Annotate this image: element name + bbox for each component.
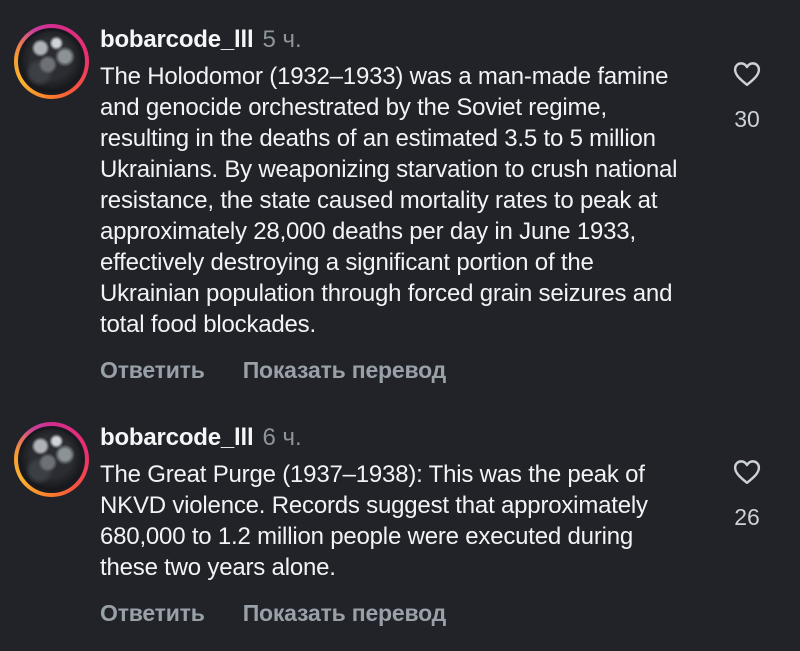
comment-meta [100, 26, 710, 54]
avatar-column [14, 24, 100, 99]
comment-meta [100, 424, 710, 452]
comment-content [100, 422, 710, 627]
comment-text: The Holodomor (1932–1933) was a man-made famine and genocide orchestrated by the Soviet regime, resulting in the deaths of an estimated 3.5 to 5 million Ukrainians. By weaponizing starvation to crush national resistance, the state caused mortality rates to peak at approximately 28,000 deaths per day in June 1933, effectively destroying a significant portion of the Ukrainian population through forced grain seizures and total food blockades. [100, 63, 678, 338]
heart-outline-icon [729, 57, 765, 91]
username[interactable]: bobarcode_lll [100, 26, 254, 53]
reply-button[interactable]: Ответить [100, 357, 205, 383]
avatar-column [14, 422, 100, 497]
show-translation-button[interactable]: Показать перевод [242, 600, 447, 626]
like-button[interactable] [729, 57, 765, 91]
story-ring[interactable] [14, 422, 89, 497]
like-column [710, 422, 784, 531]
comment-content [100, 24, 710, 384]
avatar[interactable] [18, 426, 85, 493]
avatar[interactable] [18, 28, 85, 95]
like-count: 26 [734, 504, 760, 530]
timestamp: 6 ч. [262, 424, 302, 451]
story-ring[interactable] [14, 24, 89, 99]
comment-actions [100, 357, 710, 384]
like-count: 30 [734, 106, 760, 132]
comment-text: The Great Purge (1937–1938): This was the peak of NKVD violence. Records suggest that approximately 680,000 to 1.2 million people were executed during these two years alone. [100, 461, 648, 581]
heart-outline-icon [729, 455, 765, 489]
comment-actions [100, 600, 710, 627]
username[interactable]: bobarcode_lll [100, 424, 254, 451]
like-button[interactable] [729, 455, 765, 489]
show-translation-button[interactable]: Показать перевод [242, 357, 447, 383]
reply-button[interactable]: Ответить [100, 600, 205, 626]
like-column [710, 24, 784, 133]
timestamp: 5 ч. [262, 26, 302, 53]
comment [14, 422, 784, 627]
comment [14, 24, 784, 384]
